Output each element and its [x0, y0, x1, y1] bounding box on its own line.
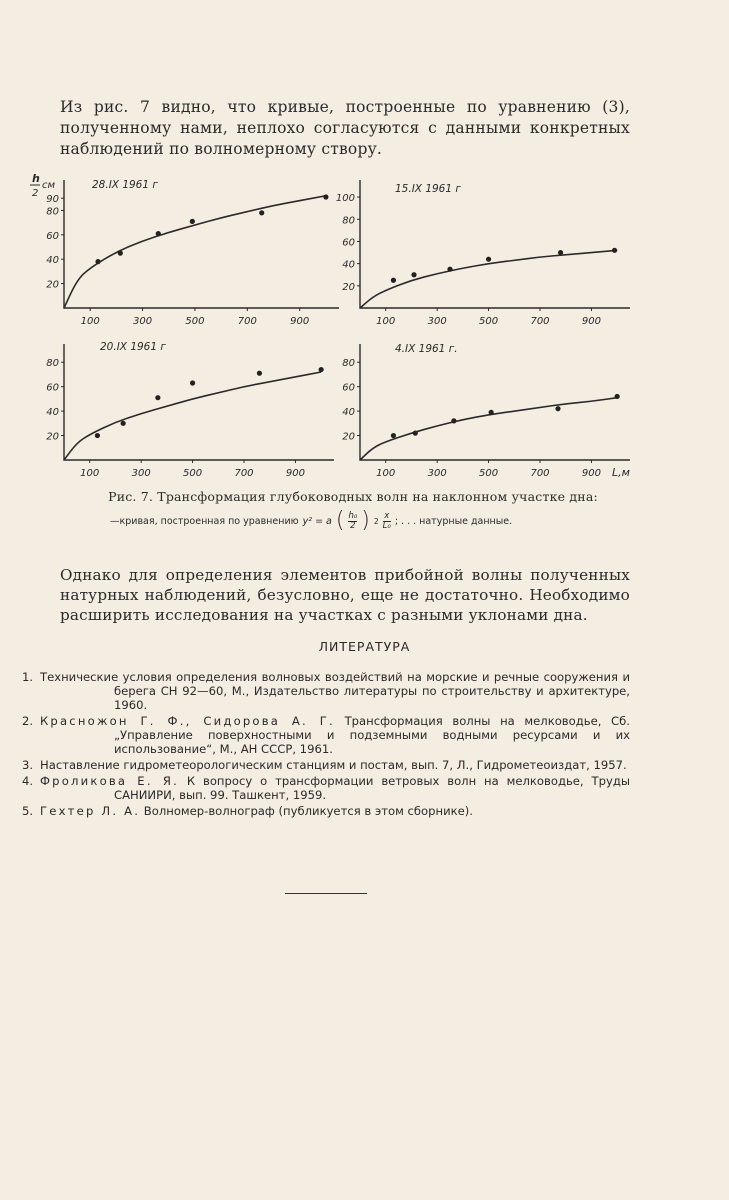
chart-axes — [64, 180, 339, 308]
reference-number: 2. — [22, 714, 34, 728]
x-axis-unit: L,м — [612, 466, 630, 479]
x-tick-label: 900 — [581, 316, 601, 327]
chart-axes — [360, 180, 630, 308]
x-tick-label: 900 — [285, 468, 305, 479]
legend-fraction-x — [383, 512, 391, 531]
data-point — [447, 267, 452, 272]
reference-item — [22, 714, 630, 756]
y-tick-label: 100 — [335, 193, 355, 205]
y-tick-label: 90 — [46, 194, 59, 206]
x-tick-label: 100 — [376, 468, 396, 479]
data-point — [319, 367, 324, 372]
legend-formula-two: 2 — [350, 520, 356, 531]
data-point — [615, 394, 620, 399]
x-tick-label: 900 — [290, 316, 310, 327]
y-tick-label: 20 — [342, 431, 355, 443]
data-point — [190, 380, 195, 385]
literature-heading: ЛИТЕРАТУРА — [318, 639, 411, 654]
fitted-curve — [360, 398, 617, 460]
x-tick-label: 700 — [530, 316, 550, 327]
data-point — [155, 395, 160, 400]
data-point — [323, 194, 328, 199]
x-tick-label: 300 — [427, 468, 447, 479]
data-point — [190, 219, 195, 224]
reference-item — [22, 670, 630, 712]
reference-number: 1. — [22, 670, 34, 684]
reference-text: Волномер-волнограф (публикуется в этом сборнике). — [140, 804, 473, 818]
reference-text: Наставление гидрометеорологическим станциям и постам, вып. 7, Л., Гидрометеоиздат, 1957. — [40, 758, 627, 772]
y-tick-label: 20 — [342, 281, 355, 293]
y-tick-label: 60 — [46, 382, 59, 394]
data-point — [391, 278, 396, 283]
chart-15-ix — [330, 178, 630, 328]
y-tick-label: 40 — [342, 407, 355, 419]
reference-item — [22, 774, 630, 802]
data-point — [118, 251, 123, 256]
x-tick-label: 300 — [131, 468, 151, 479]
data-point — [391, 433, 396, 438]
data-point — [259, 210, 264, 215]
x-tick-label: 300 — [133, 316, 153, 327]
chart-axes — [64, 344, 334, 460]
y-tick-label: 40 — [342, 259, 355, 271]
legend-fraction-h — [348, 512, 357, 531]
y-tick-label: 20 — [46, 431, 59, 443]
legend-paren-open: ( — [335, 508, 345, 533]
x-tick-label: 500 — [479, 468, 499, 479]
x-tick-label: 700 — [530, 468, 550, 479]
end-rule — [285, 893, 367, 894]
legend-points-text: ; . . . натурные данные. — [394, 515, 513, 527]
y-tick-label: 60 — [342, 237, 355, 249]
data-point — [555, 406, 560, 411]
y-tick-label: 80 — [342, 215, 355, 227]
data-point — [121, 421, 126, 426]
y-tick-label: 60 — [342, 382, 355, 394]
y-tick-label: 80 — [342, 358, 355, 370]
chart-title: 20.IX 1961 г — [100, 341, 166, 353]
reference-author: Красножон Г. Ф., Сидорова А. Г. — [40, 714, 335, 728]
chart-28-ix — [30, 168, 330, 328]
data-point — [451, 418, 456, 423]
figure-caption: Рис. 7. Трансформация глубоководных волн на наклонном участке дна: — [108, 489, 598, 504]
x-tick-label: 500 — [185, 316, 205, 327]
x-tick-label: 500 — [479, 316, 499, 327]
reference-author: Гехтер Л. А. — [40, 804, 141, 818]
legend-formula-x: x — [384, 510, 390, 521]
chart-title: 28.IX 1961 г — [92, 179, 158, 191]
reference-author: Фроликова Е. Я. — [40, 774, 179, 788]
y-axis-label-unit: см — [42, 180, 56, 191]
data-point — [95, 259, 100, 264]
y-axis-label-denominator: 2 — [32, 188, 39, 199]
reference-number: 5. — [22, 804, 34, 818]
x-tick-label: 700 — [237, 316, 257, 327]
legend-formula-exponent: 2 — [373, 516, 379, 526]
conclusion-paragraph: Однако для определения элементов прибойной волны полученных натурных наблюдений, безусловно, еще не достаточно. Необходимо расширить исследования на участках с разными уклонами дна. — [60, 566, 630, 624]
chart-4-ix — [330, 338, 640, 478]
y-tick-label: 80 — [46, 358, 59, 370]
data-point — [411, 272, 416, 277]
chart-20-ix — [30, 338, 330, 478]
y-tick-label: 40 — [46, 407, 59, 419]
y-tick-label: 60 — [46, 230, 59, 242]
fitted-curve — [64, 196, 326, 308]
data-point — [489, 410, 494, 415]
intro-paragraph: Из рис. 7 видно, что кривые, построенные по уравнению (3), полученному нами, неплохо согласуются с данными конкретных наблюдений по волномерному створу. — [60, 98, 630, 158]
reference-number: 3. — [22, 758, 34, 772]
y-axis-label-numerator: h — [32, 172, 40, 185]
reference-list — [22, 670, 630, 820]
x-tick-label: 700 — [234, 468, 254, 479]
reference-item — [22, 758, 630, 772]
chart-title: 4.IX 1961 г. — [395, 343, 458, 355]
legend-formula-lhs: y² = a — [302, 515, 332, 527]
data-point — [95, 433, 100, 438]
reference-text: Технические условия определения волновых воздействий на морские и речные сооружения и берега СН 92—60, М., Издательство литературы по строительству и архитектуре, 1960. — [40, 670, 630, 712]
data-point — [257, 371, 262, 376]
y-tick-label: 40 — [46, 255, 59, 267]
figure-legend — [110, 510, 512, 532]
data-point — [486, 257, 491, 262]
legend-paren-close: ) — [361, 508, 370, 533]
x-tick-label: 100 — [80, 468, 100, 479]
reference-text: К вопросу о трансформации ветровых волн на мелководье, Труды САНИИРИ, вып. 99. Ташкент, 1959. — [114, 774, 630, 802]
chart-title: 15.IX 1961 г — [395, 183, 461, 195]
x-tick-label: 300 — [427, 316, 447, 327]
data-point — [612, 248, 617, 253]
x-tick-label: 900 — [581, 468, 601, 479]
y-tick-label: 20 — [46, 279, 59, 291]
data-point — [413, 431, 418, 436]
y-tick-label: 80 — [46, 206, 59, 218]
reference-text: Трансформация волны на мелководье, Сб. „Управление поверхностными и подземными водными ресурсами и их использование“, М., АН СССР, 1961. — [114, 714, 630, 756]
x-tick-label: 100 — [80, 316, 100, 327]
reference-number: 4. — [22, 774, 34, 788]
x-tick-label: 100 — [376, 316, 396, 327]
legend-formula-L: L₀ — [382, 520, 391, 531]
data-point — [558, 250, 563, 255]
legend-formula-h: h₀ — [348, 510, 358, 521]
data-point — [156, 231, 161, 236]
legend-curve-text: —кривая, построенная по уравнению — [110, 515, 299, 527]
reference-item — [22, 804, 630, 818]
x-tick-label: 500 — [183, 468, 203, 479]
